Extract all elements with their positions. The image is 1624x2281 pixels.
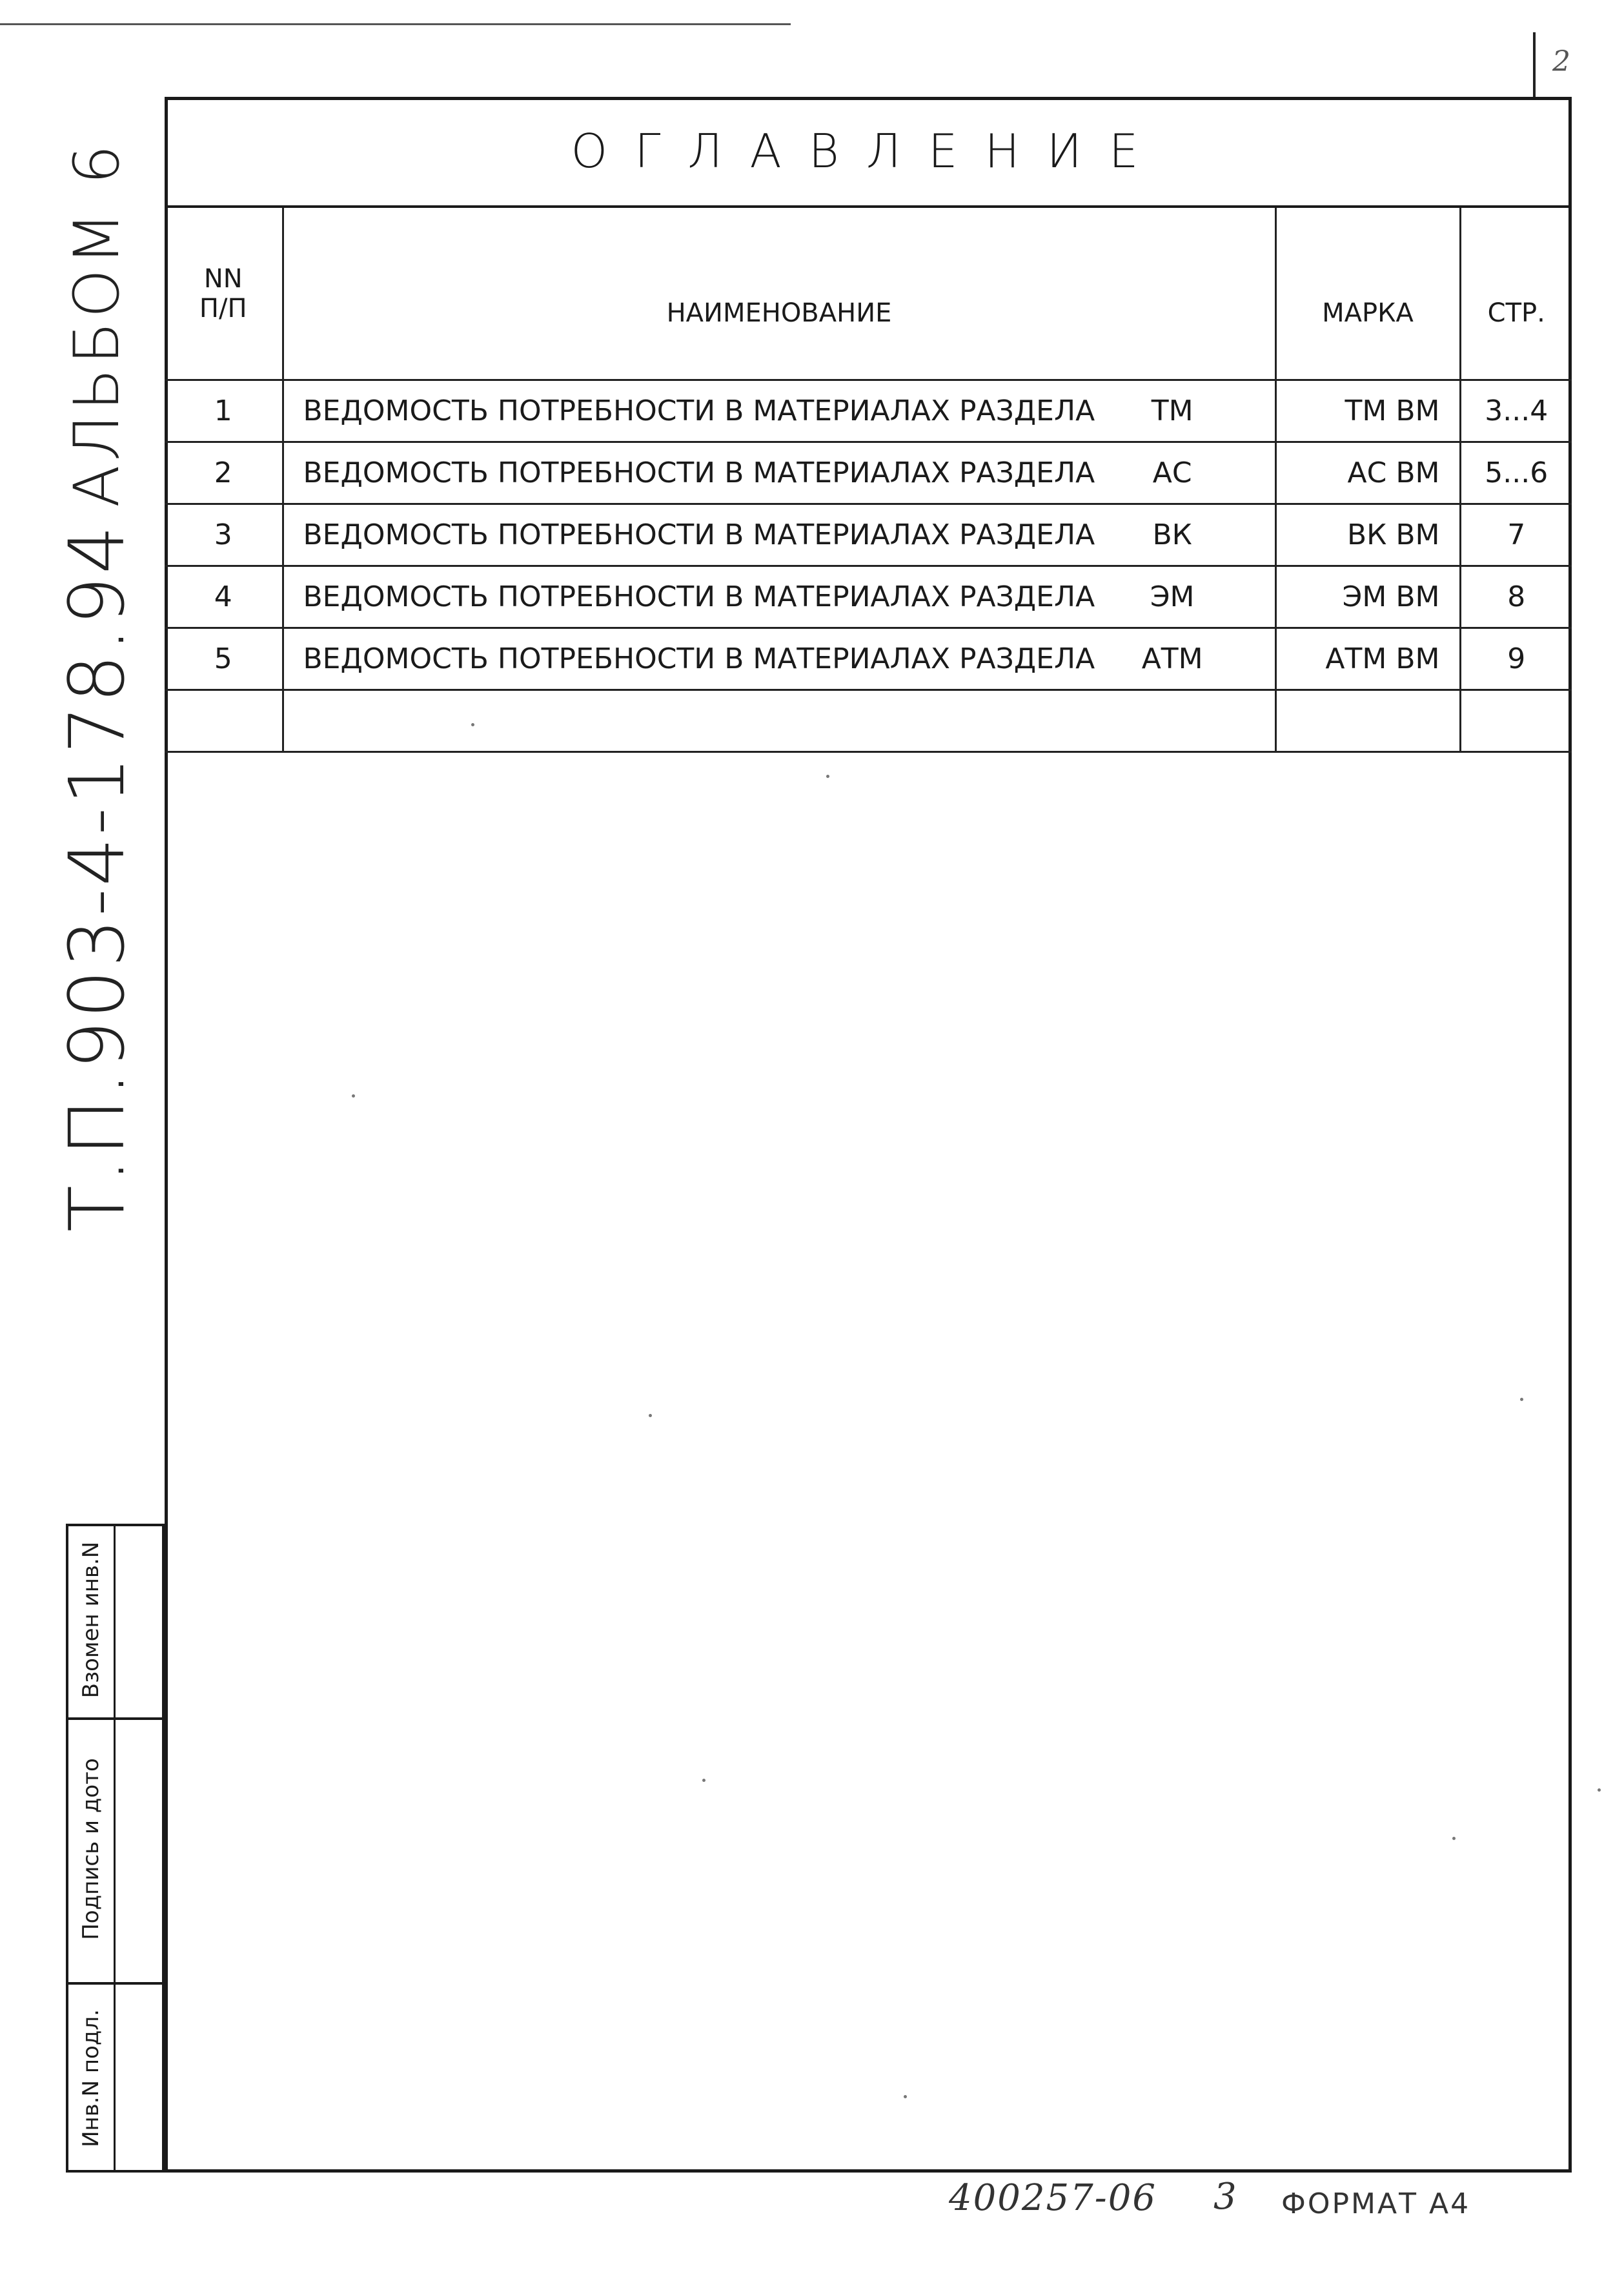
stamp-cell-signature (68, 1720, 162, 1985)
top-rule (0, 23, 791, 25)
corner-mark (1533, 32, 1536, 97)
header-name: НАИМЕНОВАНИЕ (283, 208, 1275, 380)
album-label: АЛЬБОМ 6 (61, 141, 133, 507)
format-label: ФОРМАТ А4 (1281, 2187, 1471, 2220)
scan-speck (1598, 1788, 1601, 1792)
scan-speck (904, 2095, 907, 2098)
header-mark: МАРКА (1275, 208, 1460, 380)
scan-speck (702, 1779, 705, 1782)
contents-table (165, 208, 1572, 753)
handwritten-archive-number: 400257-06 (949, 2177, 1157, 2219)
table-row: 2 ВЕДОМОСТЬ ПОТРЕБНОСТИ В МАТЕРИАЛАХ РАЗДЕЛА АС АС ВМ 5...6 (165, 442, 1572, 504)
table-row-empty (165, 690, 1572, 752)
document-number: Т.П.903-4-178.94 (52, 522, 141, 1233)
stamp-label-signature: Подпись и дото (78, 1758, 104, 1940)
handwritten-page-number: 3 (1213, 2176, 1237, 2218)
table-header-row (165, 208, 1572, 380)
scan-speck (1452, 1837, 1456, 1840)
table-row: 5 ВЕДОМОСТЬ ПОТРЕБНОСТИ В МАТЕРИАЛАХ РАЗДЕЛА АТМ АТМ ВМ 9 (165, 628, 1572, 690)
corner-page-number: 2 (1552, 45, 1570, 78)
stamp-cell-replaced (68, 1526, 162, 1720)
scan-speck (1520, 1398, 1523, 1401)
scan-speck (826, 775, 829, 778)
scan-speck (352, 1094, 355, 1098)
header-page: СТР. (1460, 208, 1572, 380)
table-row: 4 ВЕДОМОСТЬ ПОТРЕБНОСТИ В МАТЕРИАЛАХ РАЗДЕЛА ЭМ ЭМ ВМ 8 (165, 566, 1572, 628)
table-row: 3 ВЕДОМОСТЬ ПОТРЕБНОСТИ В МАТЕРИАЛАХ РАЗДЕЛА ВК ВК ВМ 7 (165, 504, 1572, 566)
table-row: 1 ВЕДОМОСТЬ ПОТРЕБНОСТИ В МАТЕРИАЛАХ РАЗДЕЛА ТМ ТМ ВМ 3...4 (165, 380, 1572, 442)
scan-speck (649, 1414, 652, 1417)
stamp-label-inv: Инв.N подл. (78, 2009, 104, 2147)
stamp-cell-inv (68, 1985, 162, 2175)
page-title: ОГЛАВЛЕНИЕ (571, 124, 1166, 178)
title-block (165, 97, 1572, 208)
scan-speck (471, 723, 474, 726)
approval-stamp (66, 1524, 165, 2173)
header-num: NN П/П (165, 208, 283, 380)
stamp-label-replaced: Взомен инв.N (78, 1541, 104, 1699)
